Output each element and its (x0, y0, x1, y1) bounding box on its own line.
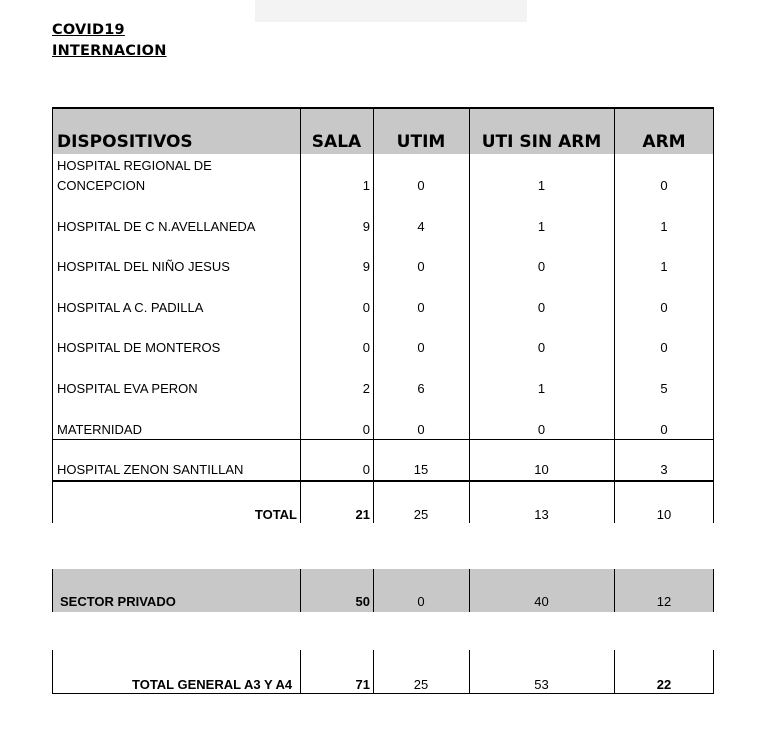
cell-utim: 0 (417, 422, 425, 437)
row-name: HOSPITAL DE C N.AVELLANEDA (57, 219, 256, 234)
grid-vline (52, 650, 53, 694)
document-title (52, 20, 167, 62)
faint-header-band (255, 0, 527, 22)
internacion-table (52, 107, 714, 523)
row-name: HOSPITAL REGIONAL DE (57, 158, 212, 173)
cell-uti-sin-arm: 1 (537, 178, 546, 193)
row-separator (52, 439, 714, 440)
row-name: CONCEPCION (57, 178, 146, 193)
title-line-1: COVID19 (52, 22, 125, 38)
total-general-label: TOTAL GENERAL A3 Y A4 (132, 677, 293, 692)
total-general-sala: 71 (355, 677, 370, 692)
row-name: HOSPITAL DEL NIÑO JESUS (57, 259, 230, 274)
total-uti-sin-arm: 13 (534, 507, 549, 522)
cell-arm: 0 (660, 300, 668, 315)
cell-sala: 0 (362, 462, 370, 477)
sector-privado-uti-sin-arm: 40 (534, 594, 549, 609)
cell-uti-sin-arm: 0 (537, 300, 546, 315)
sector-privado-arm: 12 (656, 594, 672, 609)
cell-utim: 4 (417, 219, 425, 234)
cell-uti-sin-arm: 1 (537, 381, 546, 396)
total-general-row (52, 650, 714, 694)
cell-uti-sin-arm: 0 (537, 340, 546, 355)
row-name: MATERNIDAD (57, 422, 142, 437)
sector-privado-utim: 0 (417, 594, 425, 609)
cell-utim: 0 (417, 340, 425, 355)
total-separator (52, 480, 714, 482)
header-dispositivos: DISPOSITIVOS (57, 132, 193, 152)
total-label: TOTAL (254, 507, 297, 522)
cell-uti-sin-arm: 0 (537, 259, 546, 274)
sector-privado-sala: 50 (355, 594, 370, 609)
cell-sala: 9 (362, 259, 370, 274)
header-arm: ARM (642, 132, 686, 152)
cell-utim: 0 (417, 300, 425, 315)
cell-arm: 1 (660, 259, 668, 274)
grid-vline (52, 569, 53, 612)
sector-privado-row (52, 569, 714, 612)
cell-sala: 0 (362, 300, 370, 315)
row-name: HOSPITAL ZENON SANTILLAN (57, 462, 244, 477)
total-utim: 25 (413, 507, 429, 522)
total-general-arm: 22 (656, 677, 672, 692)
cell-utim: 0 (417, 259, 425, 274)
total-sala: 21 (355, 507, 370, 522)
header-sala: SALA (311, 132, 362, 152)
cell-utim: 0 (417, 178, 425, 193)
cell-arm: 5 (660, 381, 668, 396)
cell-arm: 0 (660, 178, 668, 193)
cell-uti-sin-arm: 10 (534, 462, 549, 477)
cell-uti-sin-arm: 0 (537, 422, 546, 437)
cell-sala: 0 (362, 340, 370, 355)
cell-arm: 0 (660, 340, 668, 355)
cell-sala: 1 (362, 178, 370, 193)
row-name: HOSPITAL DE MONTEROS (57, 340, 221, 355)
cell-sala: 0 (362, 422, 370, 437)
sector-privado-label: SECTOR PRIVADO (60, 594, 176, 609)
cell-arm: 3 (660, 462, 668, 477)
title-line-2: INTERNACION (52, 43, 167, 59)
cell-sala: 2 (362, 381, 370, 396)
cell-uti-sin-arm: 1 (537, 219, 546, 234)
total-general-uti-sin-arm: 53 (534, 677, 549, 692)
cell-utim: 15 (413, 462, 429, 477)
cell-arm: 0 (660, 422, 668, 437)
total-general-utim: 25 (413, 677, 429, 692)
cell-sala: 9 (362, 219, 370, 234)
row-name: HOSPITAL EVA PERON (57, 381, 198, 396)
row-name: HOSPITAL A C. PADILLA (57, 300, 204, 315)
total-arm: 10 (656, 507, 672, 522)
header-utim: UTIM (396, 132, 446, 152)
cell-utim: 6 (417, 381, 425, 396)
cell-arm: 1 (660, 219, 668, 234)
grid-vline-left (52, 107, 53, 523)
header-uti-sin-arm: UTI SIN ARM (481, 132, 602, 152)
